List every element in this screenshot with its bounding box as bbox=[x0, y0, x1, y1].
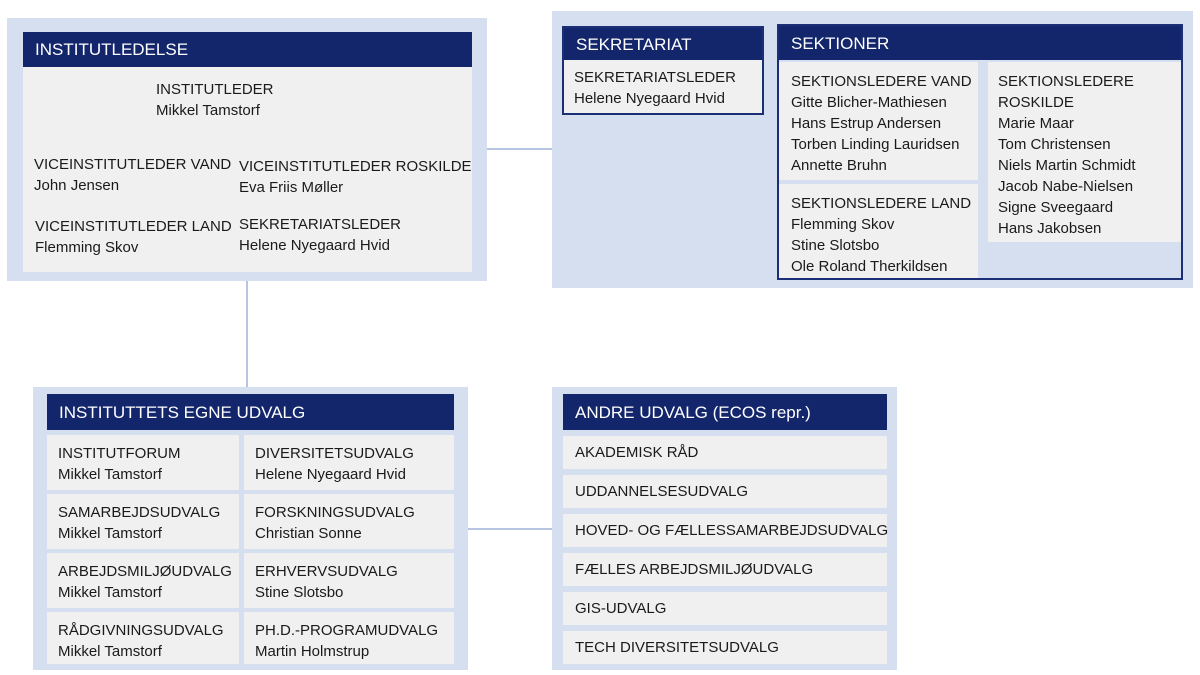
udvalg-chair: Stine Slotsbo bbox=[255, 584, 344, 601]
connector-ledelse-udvalg bbox=[246, 281, 248, 387]
udvalg-chair: Mikkel Tamstorf bbox=[58, 643, 162, 660]
sektion-vand-name: Annette Bruhn bbox=[791, 157, 887, 174]
institutledelse-header: INSTITUTLEDELSE bbox=[23, 32, 472, 67]
sektion-roskilde-name: Niels Martin Schmidt bbox=[998, 157, 1136, 174]
udvalg-title: ERHVERVSUDVALG bbox=[255, 563, 398, 580]
udvalg-chair: Mikkel Tamstorf bbox=[58, 584, 162, 601]
sektion-vand-role: SEKTIONSLEDERE VAND bbox=[791, 73, 972, 90]
sektion-vand-name: Torben Linding Lauridsen bbox=[791, 136, 960, 153]
sektion-land-name: Stine Slotsbo bbox=[791, 237, 880, 254]
vice-roskilde-name: Eva Friis Møller bbox=[239, 179, 344, 196]
udvalg-title: RÅDGIVNINGSUDVALG bbox=[58, 622, 224, 639]
sektion-roskilde-role-cont: ROSKILDE bbox=[998, 94, 1074, 111]
udvalg-chair: Helene Nyegaard Hvid bbox=[255, 466, 406, 483]
udvalg-title: ARBEJDSMILJØUDVALG bbox=[58, 563, 232, 580]
sektion-land-role: SEKTIONSLEDERE LAND bbox=[791, 195, 972, 212]
connector-egne-andre bbox=[456, 528, 553, 530]
andre-udvalg-item: UDDANNELSESUDVALG bbox=[563, 475, 887, 508]
udvalg-chair: Mikkel Tamstorf bbox=[58, 525, 162, 542]
udvalg-cell bbox=[244, 435, 454, 490]
sektion-vand-box bbox=[779, 62, 978, 180]
sektion-roskilde-name: Hans Jakobsen bbox=[998, 220, 1102, 237]
udvalg-cell bbox=[47, 612, 239, 664]
udvalg-chair: Mikkel Tamstorf bbox=[58, 466, 162, 483]
udvalg-cell bbox=[244, 612, 454, 664]
udvalg-chair: Martin Holmstrup bbox=[255, 643, 370, 660]
udvalg-cell bbox=[244, 553, 454, 608]
vice-land-name: Flemming Skov bbox=[35, 239, 139, 256]
udvalg-title: DIVERSITETSUDVALG bbox=[255, 445, 414, 462]
sektion-land-name: Flemming Skov bbox=[791, 216, 895, 233]
andre-udvalg-item: GIS-UDVALG bbox=[563, 592, 887, 625]
vice-vand-role: VICEINSTITUTLEDER VAND bbox=[34, 156, 232, 173]
sekretariat-name: Helene Nyegaard Hvid bbox=[574, 90, 725, 107]
udvalg-chair: Christian Sonne bbox=[255, 525, 362, 542]
vice-vand-name: John Jensen bbox=[34, 177, 120, 194]
sektioner-header: SEKTIONER bbox=[779, 26, 1181, 60]
udvalg-cell bbox=[47, 494, 239, 549]
udvalg-cell bbox=[244, 494, 454, 549]
sektion-roskilde-name: Tom Christensen bbox=[998, 136, 1111, 153]
institutleder-name: Mikkel Tamstorf bbox=[156, 102, 260, 119]
ledelse-sekretariatsleder-role: SEKRETARIATSLEDER bbox=[239, 216, 401, 233]
andre-udvalg-item: AKADEMISK RÅD bbox=[563, 436, 887, 469]
connector-ledelse-sekretariat bbox=[487, 148, 553, 150]
udvalg-cell bbox=[47, 553, 239, 608]
sektion-land-name: Ole Roland Therkildsen bbox=[791, 258, 948, 275]
vice-roskilde-role: VICEINSTITUTLEDER ROSKILDE bbox=[239, 158, 472, 175]
sektion-roskilde-name: Marie Maar bbox=[998, 115, 1074, 132]
sektion-roskilde-name: Signe Sveegaard bbox=[998, 199, 1114, 216]
andre-udvalg-item: FÆLLES ARBEJDSMILJØUDVALG bbox=[563, 553, 887, 586]
andre-udvalg-item: TECH DIVERSITETSUDVALG bbox=[563, 631, 887, 664]
udvalg-title: INSTITUTFORUM bbox=[58, 445, 181, 462]
sekretariat-header: SEKRETARIAT bbox=[564, 28, 762, 60]
institutleder-role: INSTITUTLEDER bbox=[156, 81, 274, 98]
egne-udvalg-header: INSTITUTTETS EGNE UDVALG bbox=[47, 394, 454, 430]
ledelse-sekretariatsleder-name: Helene Nyegaard Hvid bbox=[239, 237, 390, 254]
udvalg-title: PH.D.-PROGRAMUDVALG bbox=[255, 622, 439, 639]
andre-udvalg-item: HOVED- OG FÆLLESSAMARBEJDSUDVALG bbox=[563, 514, 887, 547]
sektion-vand-name: Hans Estrup Andersen bbox=[791, 115, 942, 132]
sektion-land-box bbox=[779, 184, 978, 278]
udvalg-cell bbox=[47, 435, 239, 490]
vice-land-role: VICEINSTITUTLEDER LAND bbox=[35, 218, 232, 235]
sektion-roskilde-box bbox=[988, 62, 1181, 242]
andre-udvalg-header: ANDRE UDVALG (ECOS repr.) bbox=[563, 394, 887, 430]
udvalg-title: SAMARBEJDSUDVALG bbox=[58, 504, 221, 521]
sektion-roskilde-name: Jacob Nabe-Nielsen bbox=[998, 178, 1134, 195]
sektion-roskilde-role: SEKTIONSLEDERE bbox=[998, 73, 1134, 90]
sektion-vand-name: Gitte Blicher-Mathiesen bbox=[791, 94, 947, 111]
sekretariat-role: SEKRETARIATSLEDER bbox=[574, 69, 736, 86]
udvalg-title: FORSKNINGSUDVALG bbox=[255, 504, 415, 521]
